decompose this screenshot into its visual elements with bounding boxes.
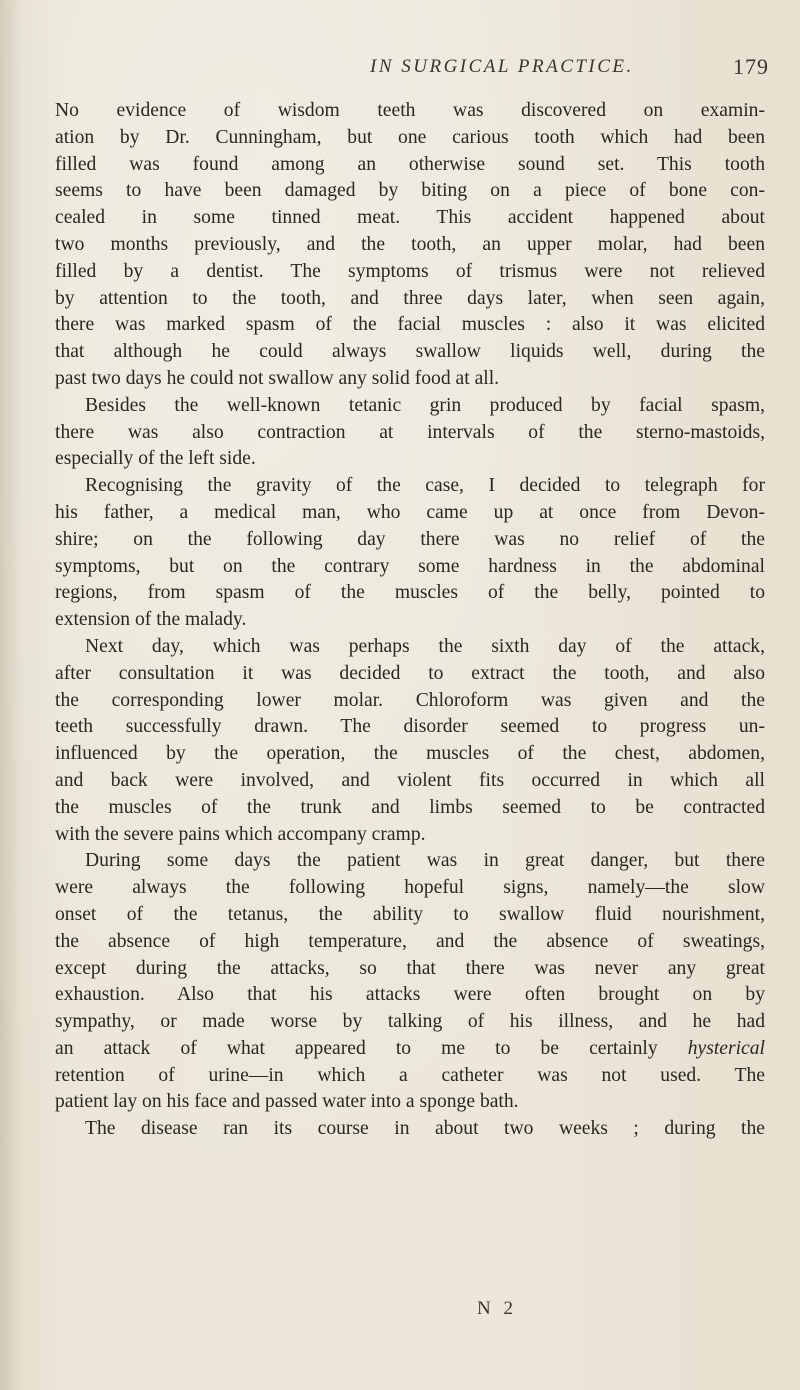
text-line: exhaustion. Also that his attacks were often brought on by: [55, 984, 765, 1006]
text-line: symptoms, but on the contrary some hardness in the abdominal: [55, 555, 765, 577]
text-line: Besides the well-known tetanic grin produced by facial spasm,: [85, 394, 765, 416]
running-head: IN SURGICAL PRACTICE.: [370, 56, 634, 77]
line-text-before: an attack of what appeared to me to be certainly: [55, 1037, 688, 1059]
text-line: the corresponding lower molar. Chloroform was given and the: [55, 689, 765, 711]
text-line: shire; on the following day there was no relief of the: [55, 528, 765, 550]
text-line: retention of urine—in which a catheter was not used. The: [55, 1064, 765, 1086]
text-line: No evidence of wisdom teeth was discovered on examin-: [55, 100, 765, 121]
printer-signature-mark: N 2: [477, 1298, 517, 1319]
text-line: cealed in some tinned meat. This accident happened about: [55, 207, 765, 229]
text-line: influenced by the operation, the muscles of the chest, abdomen,: [55, 743, 765, 765]
text-line: The disease ran its course in about two weeks ; during the: [85, 1118, 765, 1140]
text-line: regions, from spasm of the muscles of the belly, pointed to: [55, 582, 765, 604]
body-text: [55, 98, 765, 1143]
text-line: with the severe pains which accompany cramp.: [55, 823, 426, 845]
text-line: sympathy, or made worse by talking of his illness, and he had: [55, 1011, 765, 1033]
text-line: except during the attacks, so that there was never any great: [55, 957, 765, 979]
text-line: and back were involved, and violent fits occurred in which all: [55, 769, 765, 791]
text-line: patient lay on his face and passed water into a sponge bath.: [55, 1091, 519, 1113]
text-line: ation by Dr. Cunningham, but one carious tooth which had been: [55, 126, 765, 148]
text-line: extension of the malady.: [55, 609, 247, 631]
text-line: filled was found among an otherwise sound set. This tooth: [55, 153, 765, 175]
text-line: were always the following hopeful signs, namely—the slow: [55, 877, 765, 899]
page-header: [0, 56, 800, 96]
text-line: During some days the patient was in great danger, but there: [85, 850, 765, 872]
text-line: especially of the left side.: [55, 448, 256, 470]
text-line: the absence of high temperature, and the absence of sweatings,: [55, 930, 765, 952]
text-line: after consultation it was decided to extract the tooth, and also: [55, 662, 765, 684]
text-line: past two days he could not swallow any solid food at all.: [55, 367, 500, 389]
text-line: that although he could always swallow liquids well, during the: [55, 341, 765, 363]
text-line: Next day, which was perhaps the sixth day of the attack,: [85, 635, 765, 657]
text-line: by attention to the tooth, and three days later, when seen again,: [55, 287, 765, 309]
text-line: the muscles of the trunk and limbs seemed to be contracted: [55, 796, 765, 818]
page-number: 179: [733, 54, 769, 79]
gutter-shadow: [0, 0, 22, 1390]
text-line: there was also contraction at intervals of the sterno-mastoids,: [55, 421, 765, 443]
text-line: teeth successfully drawn. The disorder seemed to progress un-: [55, 716, 765, 738]
text-line: there was marked spasm of the facial muscles : also it was elicited: [55, 314, 765, 336]
text-line-with-italic: [55, 1036, 765, 1063]
text-line: onset of the tetanus, the ability to swallow fluid nourishment,: [55, 903, 765, 925]
italic-word: hysterical: [687, 1037, 765, 1059]
text-line: Recognising the gravity of the case, I decided to telegraph for: [85, 475, 765, 497]
text-line: filled by a dentist. The symptoms of trismus were not relieved: [55, 260, 765, 282]
text-line: seems to have been damaged by biting on a piece of bone con-: [55, 180, 765, 202]
text-line: two months previously, and the tooth, an upper molar, had been: [55, 233, 765, 255]
text-line: his father, a medical man, who came up at once from Devon-: [55, 501, 765, 523]
